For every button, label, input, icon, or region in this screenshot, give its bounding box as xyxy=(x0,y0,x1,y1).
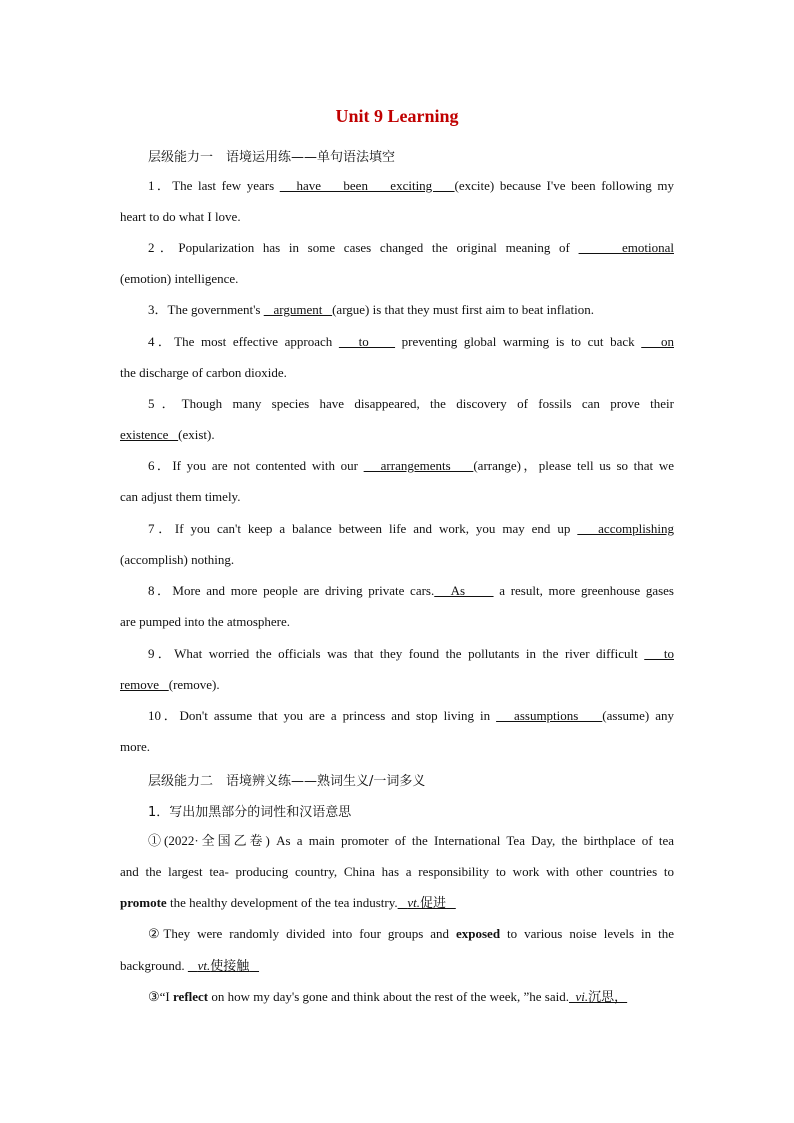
question-1-line-2: heart to do what I love. xyxy=(120,209,241,224)
question-7-line-2: (accomplish) nothing. xyxy=(120,552,235,567)
sentence-1-line-1: ①(2022·全国乙卷) As a main promoter of the International Tea Day, the birthplace of tea xyxy=(148,833,674,848)
answer-blank: to xyxy=(338,334,396,349)
answer-blank: vt.使接触 xyxy=(197,958,250,973)
question-5-line-1: 5．Though many species have disappeared, the discovery of fossils can prove their xyxy=(148,396,674,411)
answer-blank: As xyxy=(434,583,494,598)
question-8-line-2: are pumped into the atmosphere. xyxy=(120,614,291,629)
bold-word: promote xyxy=(120,895,167,910)
page-title: Unit 9 Learning xyxy=(335,106,459,126)
section-heading-2: 层级能力二 语境辨义练——熟词生义/一词多义 xyxy=(148,774,426,789)
answer-blank: have been exciting xyxy=(279,178,455,193)
answer-blank: assumptions xyxy=(496,708,603,723)
question-4-line-1: 4．The most effective approach to preventing global warming is to cut back on xyxy=(148,334,674,349)
answer-blank: to xyxy=(644,646,674,661)
question-10-line-2: more. xyxy=(120,739,150,754)
question-2-line-1: 2．Popularization has in some cases changed the original meaning of emotional xyxy=(148,240,674,255)
sentence-1-line-2: and the largest tea- producing country, China has a responsibility to work with other countries to xyxy=(120,864,674,879)
question-7-line-1: 7．If you can't keep a balance between life and work, you may end up accomplishing xyxy=(148,521,674,536)
sentence-3-line-1: ③“I reflect on how my day's gone and think about the rest of the week, ”he said. vi.沉思， xyxy=(148,989,628,1004)
bold-word: exposed xyxy=(455,926,501,941)
question-4-line-2: the discharge of carbon dioxide. xyxy=(120,365,287,380)
answer-blank: emotional xyxy=(578,240,674,255)
question-1-line-1: 1．The last few years have been exciting (excite) because I've been following my xyxy=(148,178,674,193)
question-9-line-1: 9．What worried the officials was that they found the pollutants in the river difficult to xyxy=(148,646,674,661)
answer-blank: accomplishing xyxy=(577,521,674,536)
sentence-2-line-1: ②They were randomly divided into four groups and exposed to various noise levels in the xyxy=(148,926,675,941)
answer-blank: vt.促进 xyxy=(407,895,447,910)
answer-blank: vi.沉思， xyxy=(575,989,628,1004)
task-instruction: 1．写出加黑部分的词性和汉语意思 xyxy=(148,805,352,820)
question-6-line-2: can adjust them timely. xyxy=(120,489,241,504)
sentence-1-line-3: promote the healthy development of the tea industry. vt.促进 xyxy=(120,895,674,911)
answer-blank: argument xyxy=(263,302,333,317)
bold-word: reflect xyxy=(173,989,209,1004)
section-heading-1: 层级能力一 语境运用练——单句语法填空 xyxy=(148,150,396,165)
answer-blank: remove xyxy=(120,677,169,692)
question-5-line-2: existence (exist). xyxy=(120,427,215,442)
question-2-line-2: (emotion) intelligence. xyxy=(120,271,239,286)
question-3-line-1: 3．The government's argument (argue) is that they must first aim to beat inflation. xyxy=(148,302,594,317)
answer-blank: existence xyxy=(120,427,179,442)
question-6-line-1: 6．If you are not contented with our arrangements (arrange)，please tell us so that we xyxy=(148,458,674,473)
question-10-line-1: 10．Don't assume that you are a princess and stop living in assumptions (assume) any xyxy=(148,708,674,723)
answer-blank: arrangements xyxy=(363,458,474,473)
question-9-line-2: remove (remove). xyxy=(120,677,220,692)
question-8-line-1: 8．More and more people are driving private cars. As a result, more greenhouse gases xyxy=(148,583,674,598)
answer-blank: on xyxy=(641,334,674,349)
sentence-2-line-2: background. vt.使接触 xyxy=(120,958,674,974)
